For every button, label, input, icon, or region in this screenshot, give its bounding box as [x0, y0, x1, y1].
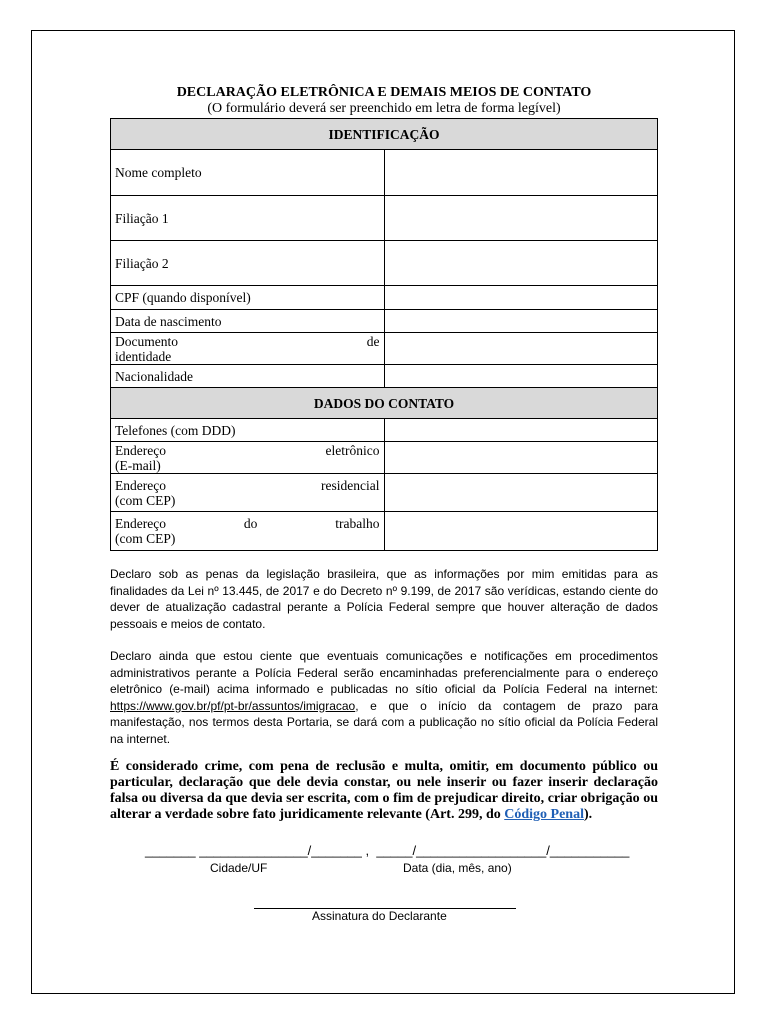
paragraph-2-text-end: , e que o início da contagem de prazo para manifestação, nos termos desta Portaria, se dará com a publicação no sítio oficial da Polícia Federal na internet. [110, 698, 658, 746]
section-heading: DADOS DO CONTATO [111, 388, 658, 419]
section-contato [111, 388, 658, 419]
label-documento-line1: Documento de [115, 333, 380, 349]
table-row [111, 150, 658, 196]
label-email [111, 442, 385, 474]
table-row [111, 474, 658, 512]
signature-label: Assinatura do Declarante [312, 909, 447, 923]
label-filiacao2: Filiação 2 [111, 241, 385, 286]
label-residencial-line1: Endereço residencial [115, 477, 380, 493]
table-row [111, 365, 658, 388]
warning-text-end: ). [583, 807, 593, 822]
codigo-penal-link[interactable]: Código Penal [504, 807, 584, 822]
nacionalidade-field[interactable] [384, 365, 658, 388]
label-residencial [111, 474, 385, 512]
cpf-field[interactable] [384, 286, 658, 310]
nascimento-field[interactable] [384, 310, 658, 333]
documento-field[interactable] [384, 333, 658, 365]
section-heading: IDENTIFICAÇÃO [111, 119, 658, 150]
imigracao-link[interactable]: https://www.gov.br/pf/pt-br/assuntos/imigracao [110, 698, 356, 713]
label-residencial-line2: (com CEP) [115, 492, 176, 508]
label-cpf: CPF (quando disponível) [111, 286, 385, 310]
label-trabalho-line2: (com CEP) [115, 531, 176, 546]
trabalho-field[interactable] [384, 512, 658, 551]
data-label: Data (dia, mês, ano) [403, 861, 512, 875]
label-trabalho-line1: Endereço do trabalho [115, 516, 380, 531]
label-email-line1: Endereço eletrônico [115, 442, 380, 458]
label-documento-line2: identidade [115, 348, 172, 364]
nome-field[interactable] [384, 150, 658, 196]
table-row [111, 310, 658, 333]
table-row [111, 196, 658, 241]
section-identificacao [111, 119, 658, 150]
table-row [111, 286, 658, 310]
residencial-field[interactable] [384, 474, 658, 512]
label-nascimento: Data de nascimento [111, 310, 385, 333]
table-row [111, 419, 658, 442]
city-date-fill-line: _______ _______________/_______ , _____/__________________/___________ [145, 843, 630, 858]
email-field[interactable] [384, 442, 658, 474]
cidade-uf-label: Cidade/UF [210, 861, 268, 875]
label-email-line2: (E-mail) [115, 457, 161, 473]
table-row [111, 442, 658, 474]
declaration-paragraph-2 [110, 648, 658, 747]
form-table [110, 118, 658, 551]
telefones-field[interactable] [384, 419, 658, 442]
label-telefones: Telefones (com DDD) [111, 419, 385, 442]
paragraph-2-text-start: Declaro ainda que estou ciente que eventuais comunicações e notificações em procedimentos administrativos perante a Polícia Federal serão encaminhadas preferencialmente para o endereço eletrônico (e-mail) acima informado e publicadas no sítio oficial da Polícia Federal na internet: [110, 649, 658, 696]
label-nacionalidade: Nacionalidade [111, 365, 385, 388]
table-row [111, 333, 658, 365]
declaration-paragraph-1: Declaro sob as penas da legislação brasileira, que as informações por mim emitidas para as finalidades da Lei nº 13.445, de 2017 e do Decreto nº 9.199, de 2017 são verídicas, estando ciente do dever de atualização cadastral perante a Polícia Federal sempre que houver alteração de dados pessoais e meios de contato. [110, 567, 658, 631]
legal-warning-paragraph [110, 759, 658, 823]
warning-text-start: É considerado crime, com pena de reclusão e multa, omitir, em documento público ou particular, declaração que dele devia constar, ou nele inserir ou fazer inserir declaração falsa ou diversa da que devia ser escrita, com o fim de prejudicar direito, criar obrigação ou alterar a verdade sobre fato juridicamente relevante (Art. 299, do [110, 759, 658, 822]
filiacao2-field[interactable] [384, 241, 658, 286]
table-row [111, 512, 658, 551]
label-nome: Nome completo [111, 150, 385, 196]
form-subtitle: (O formulário deverá ser preenchido em letra de forma legível) [207, 101, 561, 116]
label-filiacao1: Filiação 1 [111, 196, 385, 241]
label-documento [111, 333, 385, 365]
table-row [111, 241, 658, 286]
label-trabalho [111, 512, 385, 551]
form-title: DECLARAÇÃO ELETRÔNICA E DEMAIS MEIOS DE CONTATO [176, 85, 592, 100]
filiacao1-field[interactable] [384, 196, 658, 241]
